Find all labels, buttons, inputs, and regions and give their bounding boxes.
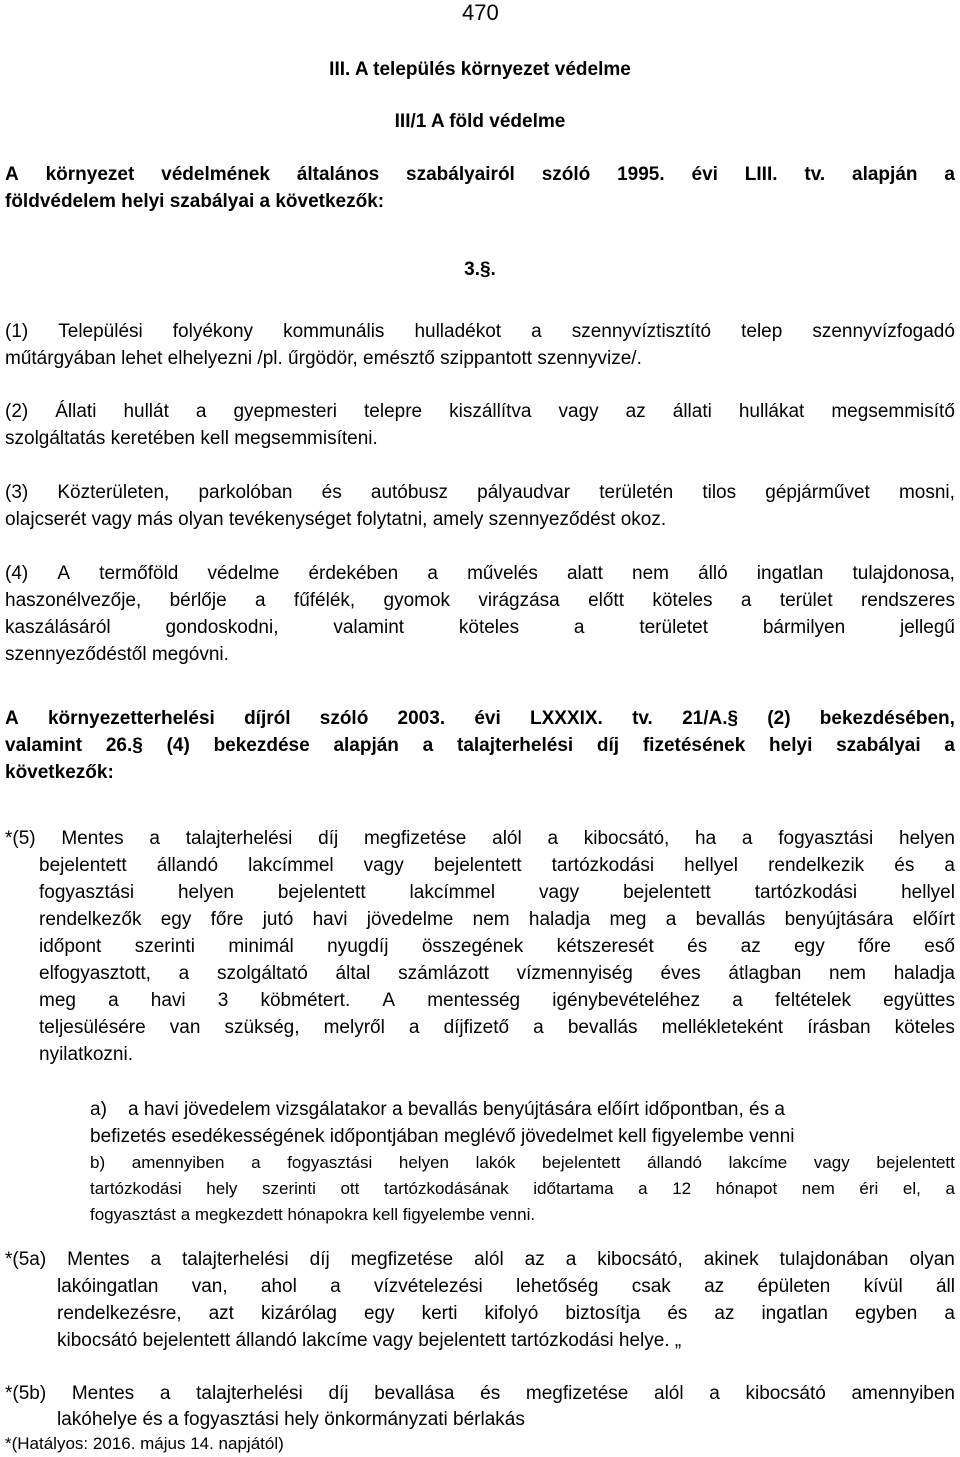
word: lakcímmel [409,882,496,903]
paragraph-5-line-6 [39,960,955,987]
word: védelme [207,563,280,584]
word: fogyasztási [39,882,135,903]
word: tv. [804,164,826,185]
word: telep [741,321,783,342]
word: mentesség [427,990,521,1011]
paragraph-5-line-9: nyilatkozni. [39,1044,133,1065]
word: megsemmisítő [831,401,955,422]
word: melyről [323,1017,385,1038]
word: talajterhelési [457,735,574,756]
word: alól [492,828,522,849]
word: állandó [647,1153,702,1172]
word: A [5,708,19,729]
word: lakóingatlan [57,1276,159,1297]
word: (2) [767,708,791,729]
word: gépjárművet [765,482,870,503]
word: 21/A.§ [682,708,739,729]
paragraph-5b-line-2: lakóhelye és a fogyasztási hely önkormányzati bérlakás [57,1409,525,1430]
word: vagy [813,1153,850,1172]
word: köteles [458,617,520,638]
word: 12 [672,1179,692,1198]
word: éves [660,963,701,984]
bold-intro-line-2 [5,732,955,759]
word: ahol [260,1276,297,1297]
word: fűfélék, [293,590,356,611]
word: fizetésének [642,735,746,756]
list-item-b-line-3: fogyasztást a megkezdett hónapokra kell figyelembe venni. [90,1205,536,1224]
word: átlagban [728,963,802,984]
word: alapján [852,164,918,185]
word: bejelentett [433,855,522,876]
word: bejelentett [623,882,711,903]
word: a [565,1249,577,1270]
intro-line-1 [5,161,955,188]
word: hellyel [901,882,955,903]
word: írásban [807,1017,871,1038]
paragraph-4-line-1 [5,560,955,587]
word: díjfizető [443,1017,510,1038]
word: megfizetése [363,828,467,849]
word: szerinti [134,936,195,957]
word: egy [363,1303,395,1324]
word: tartózkodásának [383,1179,509,1198]
word: művelés [467,563,538,584]
word: a [638,1179,648,1198]
word: rendszeres [860,590,955,611]
word: a [944,1303,955,1324]
word: épületen [757,1276,831,1297]
word: *(5) [5,828,36,849]
word: jutó [262,909,294,930]
word: időtartama [533,1179,614,1198]
word: kétszeresét [556,936,654,957]
paragraph-3-line-2: olajcserét vagy más olyan tevékenységet folytatni, amely szennyeződést okoz. [5,509,667,530]
word: el, [902,1179,921,1198]
word: Közterületen, [57,482,170,503]
word: gyomok [383,590,451,611]
word: benyújtására [784,909,894,930]
word: talajterhelési [185,828,293,849]
word: jellegű [900,617,955,638]
word: évi [474,708,501,729]
word: meg [39,990,76,1011]
word: tartózkodási [551,855,655,876]
word: haladja [893,963,955,984]
word: ingatlan [756,563,824,584]
section-mark: 3.§. [464,259,496,280]
word: minimál [228,936,294,957]
word: álló [698,563,728,584]
word: előtt [588,590,624,611]
word: és [667,1303,688,1324]
word: (1) [5,321,29,342]
word: bejelentett [39,855,127,876]
word: díj [596,735,620,756]
word: helyi [769,735,813,756]
word: szennyvízfogadó [812,321,955,342]
word: a [255,590,266,611]
word: környezet [45,164,135,185]
word: egyben [854,1303,918,1324]
word: fogyasztási [287,1153,373,1172]
word: főre [858,936,891,957]
word: a [195,401,207,422]
word: szabályai [836,735,921,756]
word: lakók [475,1153,516,1172]
word: nem [829,963,866,984]
paragraph-5b-line-1 [5,1380,955,1407]
word: amennyiben [131,1153,225,1172]
word: szóló [541,164,591,185]
word: Mentes [67,1249,130,1270]
word: van, [191,1276,228,1297]
word: kiszállítva [449,401,532,422]
word: 26.§ [105,735,143,756]
footnote: *(Hatályos: 2016. május 14. napjától) [5,1434,284,1453]
word: tartózkodási [754,882,858,903]
word: összegének [421,936,524,957]
bold-intro-line-3: következők: [5,762,114,783]
word: telepre [364,401,423,422]
paragraph-5-line-4 [39,906,955,933]
word: megfizetése [525,1383,629,1404]
word: a [945,1179,955,1198]
word: a [427,563,438,584]
word: megfizetése [350,1249,454,1270]
word: a [531,321,542,342]
word: amennyiben [851,1383,955,1404]
page-number: 470 [462,0,499,25]
word: meg [609,909,647,930]
word: egy [160,909,192,930]
word: az [714,1303,735,1324]
word: a [547,828,559,849]
word: igénybevételéhez [552,990,701,1011]
word: bevallása [374,1383,455,1404]
word: havi [150,990,186,1011]
word: kibocsátó, [583,828,670,849]
word: rendelkezők [39,909,142,930]
word: terület [779,590,833,611]
word: hónapot [715,1179,778,1198]
list-item-b-line-2 [90,1175,955,1202]
word: kibocsátó [745,1383,826,1404]
word: helyen [177,882,234,903]
word: bevallás [695,909,766,930]
word: az [704,1276,725,1297]
word: lehetőség [516,1276,599,1297]
word: hely [206,1179,238,1198]
word: általános [296,164,380,185]
word: időpont [39,936,102,957]
paragraph-5a-line-1 [5,1246,955,1273]
word: akinek [703,1249,759,1270]
word: havi [312,909,348,930]
word: bejelentett [876,1153,955,1172]
word: b) [90,1153,106,1172]
section-heading: III. A település környezet védelme [329,59,631,80]
word: a [944,164,955,185]
word: tv. [632,708,653,729]
word: évi [691,164,718,185]
word: területén [599,482,674,503]
word: együttes [883,990,955,1011]
word: a [732,990,743,1011]
word: kibocsátó, [597,1249,683,1270]
word: jövedelme [366,909,454,930]
paragraph-2-line-1 [5,398,955,425]
word: nem [632,563,669,584]
paragraph-4-line-2 [5,587,955,614]
word: gondoskodni, [165,617,279,638]
word: (2) [5,401,29,422]
word: mellékleteként [661,1017,784,1038]
word: *(5a) [5,1249,47,1270]
word: alapján [333,735,399,756]
word: *(5b) [5,1383,47,1404]
word: vagy [558,401,599,422]
word: kifolyó [484,1303,539,1324]
paragraph-5-line-2 [39,852,955,879]
word: az [524,1249,545,1270]
paragraph-5-line-8 [39,1014,955,1041]
word: (3) [5,482,29,503]
word: vízmennyiség [516,963,633,984]
paragraph-3-line-1 [5,479,955,506]
word: (4) [166,735,190,756]
word: helyen [398,1153,449,1172]
word: ott [340,1179,360,1198]
word: előírt [912,909,955,930]
word: egy [794,936,825,957]
intro-line-2: földvédelem helyi szabályai a következők: [5,191,385,212]
paragraph-5-line-3 [39,879,955,906]
word: a [108,990,119,1011]
word: kaszálásáról [5,617,111,638]
word: lakcímmel [248,855,334,876]
word: a [740,590,752,611]
word: talajterhelési [181,1249,289,1270]
paragraph-1-line-1 [5,318,955,345]
word: ha [695,828,717,849]
word: pályaudvar [477,482,571,503]
word: vagy [539,882,580,903]
word: és [321,482,342,503]
word: 1995. [617,164,665,185]
word: kerti [421,1303,458,1324]
word: A [57,563,71,584]
word: szabályairól [406,164,515,185]
word: és [687,936,708,957]
word: és [894,855,915,876]
word: fogyasztási [778,828,874,849]
word: haladja [528,909,591,930]
subsection-heading: III/1 A föld védelme [394,111,566,132]
paragraph-5a-line-4: kibocsátó bejelentett állandó lakcíme vagy bejelentett tartózkodási helye. „ [57,1330,682,1351]
word: alatt [566,563,603,584]
word: védelmének [161,164,270,185]
paragraph-2-line-2: szolgáltatás keretében kell megsemmisíteni. [5,428,378,449]
word: azt [208,1303,234,1324]
word: kívül [863,1276,903,1297]
word: a [251,1153,261,1172]
word: helyen [899,828,955,849]
word: szóló [319,708,369,729]
word: áll [935,1276,955,1297]
word: kommunális [283,321,385,342]
word: főre [210,909,244,930]
word: 3 [217,990,229,1011]
word: állandó [156,855,219,876]
word: bekezdése [213,735,310,756]
word: valamint [5,735,83,756]
word: és [480,1383,501,1404]
word: bármilyen [762,617,846,638]
word: szerinti [262,1179,316,1198]
word: a [178,963,190,984]
word: autóbusz [370,482,448,503]
word: díj [328,1383,349,1404]
paragraph-5a-line-2 [57,1273,955,1300]
word: hulladékot [414,321,502,342]
word: Települési [58,321,143,342]
paragraph-5-line-1 [5,825,955,852]
word: köbmétert. [260,990,351,1011]
word: parkolóban [198,482,293,503]
list-item-b-line-1 [90,1149,955,1176]
word: bejelentett [277,882,366,903]
word: tartózkodási [90,1179,182,1198]
word: Állati [55,401,97,422]
word: folyékony [172,321,254,342]
word: haszonélvezője, [5,590,142,611]
word: a [665,909,677,930]
word: eső [924,936,955,957]
word: LXXXIX. [529,708,603,729]
word: ingatlan [761,1303,828,1324]
word: rendelkezik [768,855,865,876]
word: éri [859,1179,879,1198]
word: biztosítja [565,1303,641,1324]
word: a [330,1276,341,1297]
word: van [169,1017,201,1038]
word: teljesülésére [39,1017,146,1038]
word: rendelkezésre, [57,1303,182,1324]
word: nem [472,909,510,930]
word: A [382,990,396,1011]
word: díj [309,1249,330,1270]
word: bekezdésében, [819,708,955,729]
word: díjról [244,708,291,729]
word: környezetterhelési [47,708,215,729]
word: köteles [894,1017,955,1038]
word: tulajdonosa, [852,563,955,584]
paragraph-4-line-3 [5,614,955,641]
word: mosni, [898,482,955,503]
word: tilos [702,482,737,503]
paragraph-1-line-2: műtárgyában lehet elhelyezni /pl. űrgödör, emésztő szippantott szennyvize/. [5,348,642,369]
word: a [944,735,955,756]
word: olyan [909,1249,955,1270]
word: érdekében [308,563,399,584]
paragraph-5-line-5 [39,933,955,960]
list-item-a-line-1: a) a havi jövedelem vizsgálatakor a bevallás benyújtására előírt időpontban, és a [90,1099,785,1120]
word: szolgáltató [216,963,308,984]
word: termőföld [99,563,179,584]
word: az [740,936,761,957]
word: szennyvíztisztító [571,321,712,342]
word: A [5,164,19,185]
word: kizárólag [260,1303,337,1324]
word: bérlője [169,590,227,611]
bold-intro-line-1 [5,705,955,732]
word: lakcíme [728,1153,788,1172]
word: feltételek [774,990,852,1011]
word: elfogyasztott, [39,963,151,984]
word: nem [801,1179,835,1198]
paragraph-4-line-4: szennyeződéstől megóvni. [5,644,229,665]
word: alól [474,1249,504,1270]
paragraph-5-line-7 [39,987,955,1014]
word: a [533,1017,544,1038]
word: valamint [333,617,405,638]
word: köteles [652,590,713,611]
word: tulajdonában [779,1249,889,1270]
word: LIII. [744,164,778,185]
word: állati [672,401,712,422]
word: Mentes [71,1383,135,1404]
word: gyepmesteri [233,401,337,422]
paragraph-5a-line-3 [57,1300,955,1327]
word: a [150,1249,162,1270]
word: virágzása [478,590,560,611]
word: 2003. [397,708,446,729]
word: talajterhelési [196,1383,303,1404]
word: alól [654,1383,684,1404]
word: vagy [363,855,404,876]
word: hellyel [684,855,739,876]
word: díj [318,828,339,849]
word: Mentes [61,828,124,849]
word: a [741,828,753,849]
word: a [573,617,585,638]
word: a [159,1383,171,1404]
word: számlázott [398,963,489,984]
word: a [422,735,434,756]
word: a [944,855,955,876]
word: csak [631,1276,671,1297]
word: nyugdíj [327,936,389,957]
word: területet [639,617,708,638]
word: szükség, [224,1017,300,1038]
word: vízvételezési [373,1276,483,1297]
word: az [625,401,646,422]
word: bevallás [567,1017,638,1038]
word: a [408,1017,420,1038]
word: által [335,963,371,984]
word: hullákat [738,401,805,422]
word: (4) [5,563,29,584]
word: bejelentett [542,1153,621,1172]
list-item-a-line-2: befizetés esedékességének időpontjában meglévő jövedelmet kell figyelembe venni [90,1126,795,1147]
word: a [149,828,160,849]
word: a [709,1383,720,1404]
word: hullát [123,401,169,422]
